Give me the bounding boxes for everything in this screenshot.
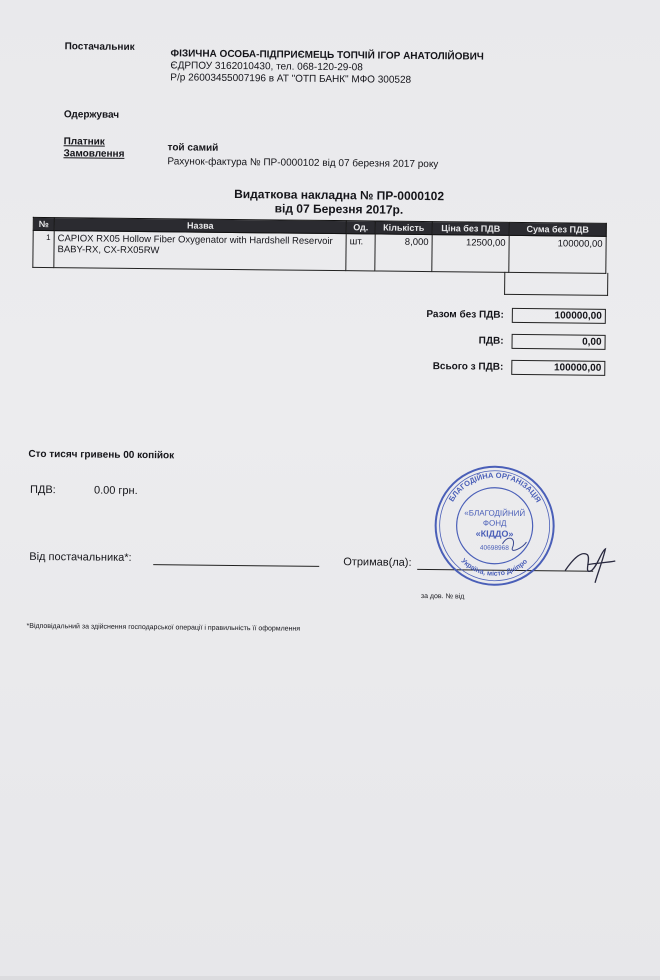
payer-value: той самий [167, 142, 219, 154]
received-signature-label: Отримав(ла): [343, 556, 412, 569]
row-unit: шт. [346, 234, 375, 271]
supplier-edrpou: ЄДРПОУ 3162010430, тел. 068-120-29-08 [170, 60, 363, 74]
footnote: *Відповідальний за здійснення господарської операції і правильність її оформлення [26, 622, 301, 633]
doc-date: від 07 Березня 2017р. [274, 201, 404, 217]
recipient-label: Одержувач [63, 109, 120, 121]
row-price: 12500,00 [432, 235, 509, 273]
supplier-signature-label: Від постачальника*: [29, 550, 132, 564]
total-vat-row [379, 333, 605, 351]
col-qty: Кількість [375, 221, 432, 235]
total-gross-row [379, 359, 605, 377]
col-price: Ціна без ПДВ [432, 222, 509, 236]
supplier-signature-line [153, 564, 319, 567]
stamp-outer-bottom: Україна, місто Дніпро [459, 557, 529, 578]
charity-stamp [432, 463, 557, 588]
items-table [32, 217, 607, 274]
col-unit: Од. [346, 221, 375, 234]
amount-in-words: Сто тисяч гривень 00 копійок [28, 448, 175, 462]
total-net-row [380, 307, 606, 325]
stamp-code: 40698968 [479, 544, 509, 552]
row-name: CAPIOX RX05 Hollow Fiber Oxygenator with Hardshell Reservoir BABY-RX, CX-RX05RW [54, 231, 346, 271]
col-name: Назва [54, 218, 346, 234]
proxy-note: за дов. № від [420, 592, 465, 601]
handwritten-signature [557, 540, 617, 585]
total-net-value: 100000,00 [512, 308, 606, 324]
sum-column-extension [504, 272, 608, 296]
total-net-label: Разом без ПДВ: [426, 309, 504, 321]
table-row [33, 230, 606, 273]
col-sum: Сума без ПДВ [509, 222, 606, 236]
vat-line-label: ПДВ: [29, 483, 56, 497]
supplier-label: Постачальник [64, 41, 135, 53]
supplier-account: Р/р 26003455007196 в АТ "ОТП БАНК" МФО 300528 [170, 72, 412, 86]
total-vat-value: 0,00 [511, 334, 605, 350]
order-label: Замовлення [63, 148, 125, 160]
col-number: № [33, 217, 54, 230]
total-gross-label: Всього з ПДВ: [432, 361, 504, 373]
stamp-inner-3: «КІДДО» [475, 528, 514, 539]
stamp-inner-1: «БЛАГОДІЙНИЙ [464, 508, 526, 519]
supplier-name: ФІЗИЧНА ОСОБА-ПІДПРИЄМЕЦЬ ТОПЧІЙ ІГОР АНАТОЛІЙОВИЧ [170, 48, 484, 63]
stamp-inner-2: ФОНД [482, 518, 507, 528]
row-sum: 100000,00 [509, 235, 606, 273]
stamp-outer-top: БЛАГОДІЙНА ОРГАНІЗАЦІЯ [446, 470, 543, 505]
vat-line-value: 0.00 грн. [93, 484, 138, 497]
order-value: Рахунок-фактура № ПР-0000102 від 07 березня 2017 року [167, 156, 439, 171]
payer-label: Платник [63, 136, 105, 148]
row-number: 1 [33, 230, 54, 267]
row-qty: 8,000 [375, 234, 432, 272]
total-gross-value: 100000,00 [511, 360, 605, 376]
doc-title: Видаткова накладна № ПР-0000102 [234, 186, 445, 204]
total-vat-label: ПДВ: [478, 335, 504, 347]
